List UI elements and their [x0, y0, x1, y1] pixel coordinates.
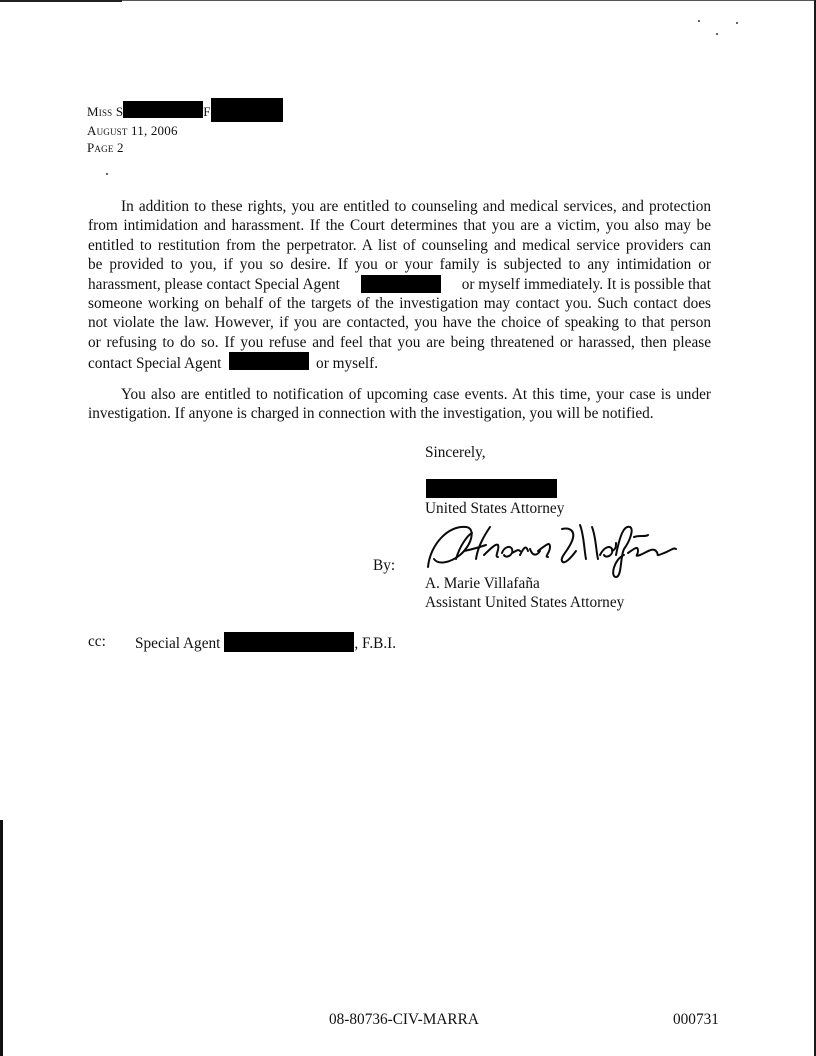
cc-label: cc:: [88, 633, 106, 650]
scan-speck: [736, 22, 738, 24]
redaction-box: [224, 632, 354, 652]
paragraph-line: not violate the law. However, if you are contacted, you have the choice of speaking to that person: [88, 314, 711, 332]
scan-speck: [716, 33, 718, 35]
redaction-box: [361, 275, 441, 293]
signer-name: A. Marie Villafaña: [425, 575, 540, 592]
bates-number: 000731: [673, 1011, 719, 1028]
paragraph-line: harassment, please contact Special Agent or myself immediately. It is possible that: [88, 275, 711, 293]
letter-header: [87, 98, 283, 156]
scan-border-left: [0, 820, 3, 1056]
redaction-box: [211, 98, 283, 122]
paragraph-line: entitled to restitution from the perpetrator. A list of counseling and medical service providers can: [88, 236, 711, 254]
salutation: Sincerely,: [425, 444, 486, 461]
paragraph-line: or refusing to do so. If you refuse and feel that you are being threatened or harassed, then please: [88, 333, 711, 351]
page-number-line: Page 2: [87, 140, 124, 155]
paragraph-line: In addition to these rights, you are entitled to counseling and medical services, and protection: [121, 198, 711, 215]
date-line: August 11, 2006: [87, 123, 178, 138]
scan-border-top: [0, 0, 122, 2]
paragraph-line: investigation. If anyone is charged in connection with the investigation, you will be notified.: [88, 405, 654, 423]
paragraph-line: be provided to you, if you so desire. If you or your family is subjected to any intimidation or: [88, 256, 711, 274]
office-title: United States Attorney: [425, 500, 565, 517]
by-label: By:: [373, 557, 396, 574]
paragraph-notification: [88, 385, 711, 424]
paragraph-line: contact Special Agent or myself.: [88, 352, 711, 373]
scan-speck: [106, 173, 108, 175]
paragraph-line: from intimidation and harassment. If the Court determines that you are a victim, you also may be: [88, 217, 711, 235]
redaction-box: [229, 352, 309, 370]
signer-title: Assistant United States Attorney: [425, 594, 625, 611]
redaction-box: [426, 479, 557, 498]
case-number: 08-80736-CIV-MARRA: [329, 1011, 479, 1028]
redaction-box: [123, 101, 203, 118]
cc-recipient: Special Agent , F.B.I.: [135, 632, 396, 653]
scan-speck: [698, 20, 700, 22]
paragraph-line: someone working on behalf of the targets of the investigation may contact you. Such contact does: [88, 295, 711, 313]
addressee-line: Miss S F: [87, 98, 283, 122]
paragraph-rights: [88, 197, 711, 374]
scan-border-top-thin: [122, 0, 816, 1]
paragraph-line: You also are entitled to notification of upcoming case events. At this time, your case is under: [121, 386, 711, 403]
